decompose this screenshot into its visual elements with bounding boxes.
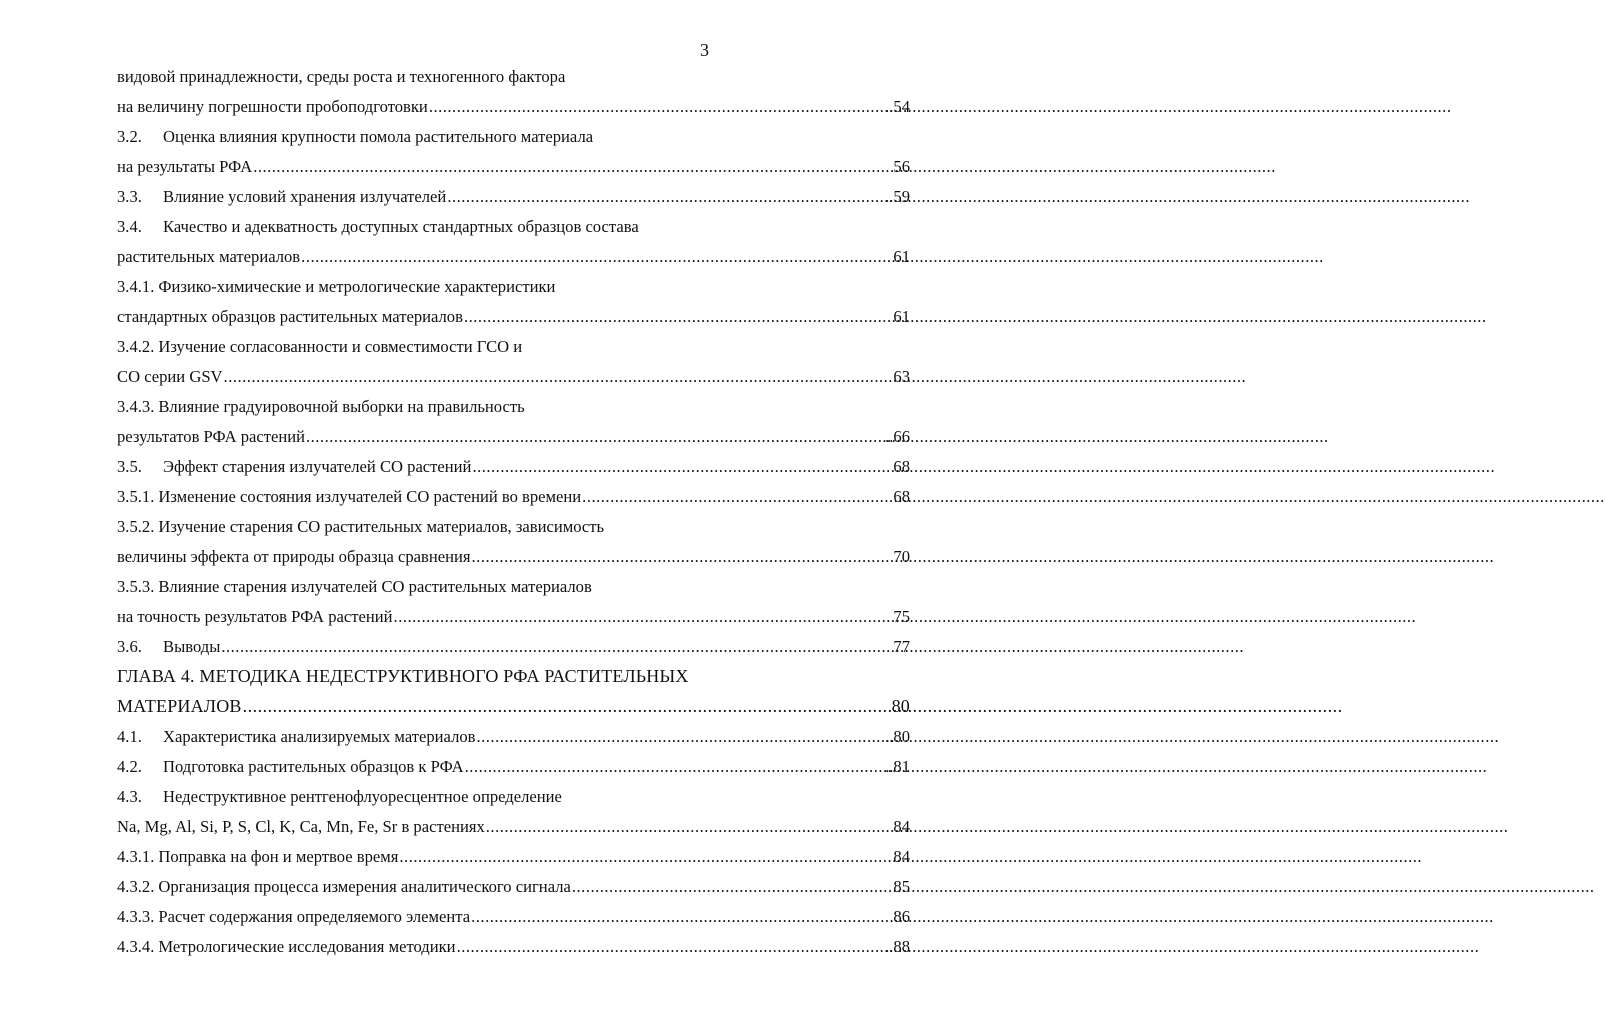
toc-line	[117, 277, 710, 297]
toc-page-number: 70	[893, 547, 910, 566]
dot-leader	[472, 457, 892, 477]
toc-page-number: ..88	[885, 937, 910, 956]
dot-leader	[224, 367, 893, 387]
dot-leader	[582, 487, 892, 507]
toc-entry-text: Влияние условий хранения излучателей	[163, 187, 447, 206]
section-number: 3.5.2.	[117, 517, 155, 536]
toc-entry-text: Выводы	[163, 637, 221, 656]
toc-entry	[117, 547, 910, 567]
toc-page-number: ..81	[885, 757, 910, 776]
dot-leader	[472, 547, 893, 567]
toc-entry-text: Качество и адекватность доступных стандартных образцов состава	[163, 217, 639, 236]
toc-entry-text: результатов РФА растений	[117, 427, 305, 446]
toc-line	[117, 127, 710, 147]
dot-leader	[572, 877, 893, 897]
toc-entry	[117, 427, 910, 447]
toc-entry	[117, 607, 910, 627]
toc-entry-text: Изучение согласованности и совместимости ГСО и	[158, 337, 523, 356]
dot-leader	[306, 427, 884, 447]
toc-entry	[117, 247, 910, 267]
section-number: 3.5.1.	[117, 487, 155, 506]
dot-leader	[399, 847, 892, 867]
dot-leader	[471, 907, 892, 927]
toc-entry-text: Метрологические исследования методики	[158, 937, 456, 956]
toc-line	[117, 337, 710, 357]
toc-entry	[117, 97, 910, 117]
dot-leader	[476, 727, 884, 747]
toc-entry	[117, 367, 910, 387]
dot-leader	[465, 757, 884, 777]
toc-entry	[117, 696, 910, 716]
section-number: 3.6.	[117, 637, 142, 656]
section-number: 3.5.3.	[117, 577, 155, 596]
toc-entry	[117, 757, 910, 777]
toc-line	[117, 397, 710, 417]
toc-entry	[117, 637, 910, 657]
toc-line	[117, 67, 710, 87]
toc-page-number: 75	[893, 607, 910, 626]
toc-entry	[117, 847, 910, 867]
toc-page-number: ..66	[885, 427, 910, 446]
dot-leader	[221, 637, 892, 657]
toc-entry-text: видовой принадлежности, среды роста и техногенного фактора	[117, 67, 566, 86]
toc-page-number: ..59	[885, 187, 910, 206]
section-number: 3.5.	[117, 457, 142, 476]
toc-page-number: 56	[893, 157, 910, 176]
toc-entry-text: Эффект старения излучателей СО растений	[163, 457, 472, 476]
toc-entry	[117, 877, 910, 897]
toc-page-number: 61	[893, 247, 910, 266]
toc-page-number: 86	[893, 907, 910, 926]
section-number: 4.3.3.	[117, 907, 155, 926]
toc-entry-text: Поправка на фон и мертвое время	[158, 847, 399, 866]
toc-entry-text: Недеструктивное рентгенофлуоресцентное определение	[163, 787, 562, 806]
toc-entry	[117, 727, 910, 747]
toc-page-number: 77	[893, 637, 910, 656]
toc-page-number: 84	[893, 817, 910, 836]
toc-entry-text: на результаты РФА	[117, 157, 253, 176]
toc-entry	[117, 817, 910, 837]
toc-page-number: 84	[893, 847, 910, 866]
toc-entry-text: Влияние градуировочной выборки на правильность	[158, 397, 525, 416]
dot-leader	[243, 696, 891, 716]
dot-leader	[394, 607, 893, 627]
toc-entry-text: СО серии GSV	[117, 367, 223, 386]
toc-entry-text: Характеристика анализируемых материалов	[163, 727, 476, 746]
section-number: 4.3.4.	[117, 937, 155, 956]
toc-entry	[117, 187, 910, 207]
toc-entry-text: Расчет содержания определяемого элемента	[158, 907, 471, 926]
chapter-heading	[117, 666, 710, 686]
toc-line	[117, 517, 710, 537]
toc-page-number: 63	[893, 367, 910, 386]
toc-line	[117, 217, 710, 237]
toc-entry-text: Na, Mg, Al, Si, P, S, Cl, K, Ca, Mn, Fe, Sr в растениях	[117, 817, 485, 836]
toc-entry-text: растительных материалов	[117, 247, 301, 266]
section-number: 4.1.	[117, 727, 142, 746]
section-number: 4.3.1.	[117, 847, 155, 866]
section-number: 4.3.2.	[117, 877, 155, 896]
toc-page-number: ..54	[885, 97, 910, 116]
toc-line	[117, 787, 710, 807]
toc-page-number: 68	[893, 487, 910, 506]
page-number: 3	[700, 40, 709, 60]
toc-entry-text: Физико-химические и метрологические характеристики	[158, 277, 556, 296]
toc-entry-text: величины эффекта от природы образца сравнения	[117, 547, 471, 566]
toc-entry-text: стандартных образцов растительных материалов	[117, 307, 463, 326]
toc-line	[117, 577, 710, 597]
toc-entry-text: Изменение состояния излучателей СО растений во времени	[158, 487, 582, 506]
toc-entry	[117, 487, 910, 507]
section-number: 3.4.3.	[117, 397, 155, 416]
toc-entry-text: Изучение старения СО растительных материалов, зависимость	[158, 517, 605, 536]
toc-entry-text: на величину погрешности пробоподготовки	[117, 97, 428, 116]
toc-page-number: 61	[893, 307, 910, 326]
toc-entry-text: ГЛАВА 4. МЕТОДИКА НЕДЕСТРУКТИВНОГО РФА РАСТИТЕЛЬНЫХ	[117, 666, 689, 686]
section-number: 3.3.	[117, 187, 142, 206]
dot-leader	[486, 817, 893, 837]
toc-page-number: 85	[893, 877, 910, 896]
section-number: 4.2.	[117, 757, 142, 776]
toc-entry	[117, 307, 910, 327]
dot-leader	[429, 97, 884, 117]
toc-entry	[117, 157, 910, 177]
section-number: 3.4.	[117, 217, 142, 236]
toc-entry-text: Влияние старения излучателей СО растительных материалов	[158, 577, 592, 596]
toc-entry-text: Оценка влияния крупности помола растительного материала	[163, 127, 594, 146]
section-number: 3.4.2.	[117, 337, 155, 356]
toc-entry	[117, 937, 910, 957]
dot-leader	[447, 187, 884, 207]
section-number: 4.3.	[117, 787, 142, 806]
section-number: 3.2.	[117, 127, 142, 146]
dot-leader	[253, 157, 892, 177]
dot-leader	[464, 307, 892, 327]
toc-entry	[117, 457, 910, 477]
toc-entry-text: Организация процесса измерения аналитического сигнала	[158, 877, 571, 896]
toc-entry	[117, 907, 910, 927]
toc-entry-text: на точность результатов РФА растений	[117, 607, 393, 626]
toc-page-number: ..80	[885, 727, 910, 746]
toc-page-number: 68	[893, 457, 910, 476]
toc-entry-text: Подготовка растительных образцов к РФА	[163, 757, 464, 776]
dot-leader	[301, 247, 892, 267]
section-number: 3.4.1.	[117, 277, 155, 296]
toc-page-number: 80	[891, 696, 910, 716]
toc-entry-text: МАТЕРИАЛОВ	[117, 696, 242, 716]
dot-leader	[457, 937, 885, 957]
